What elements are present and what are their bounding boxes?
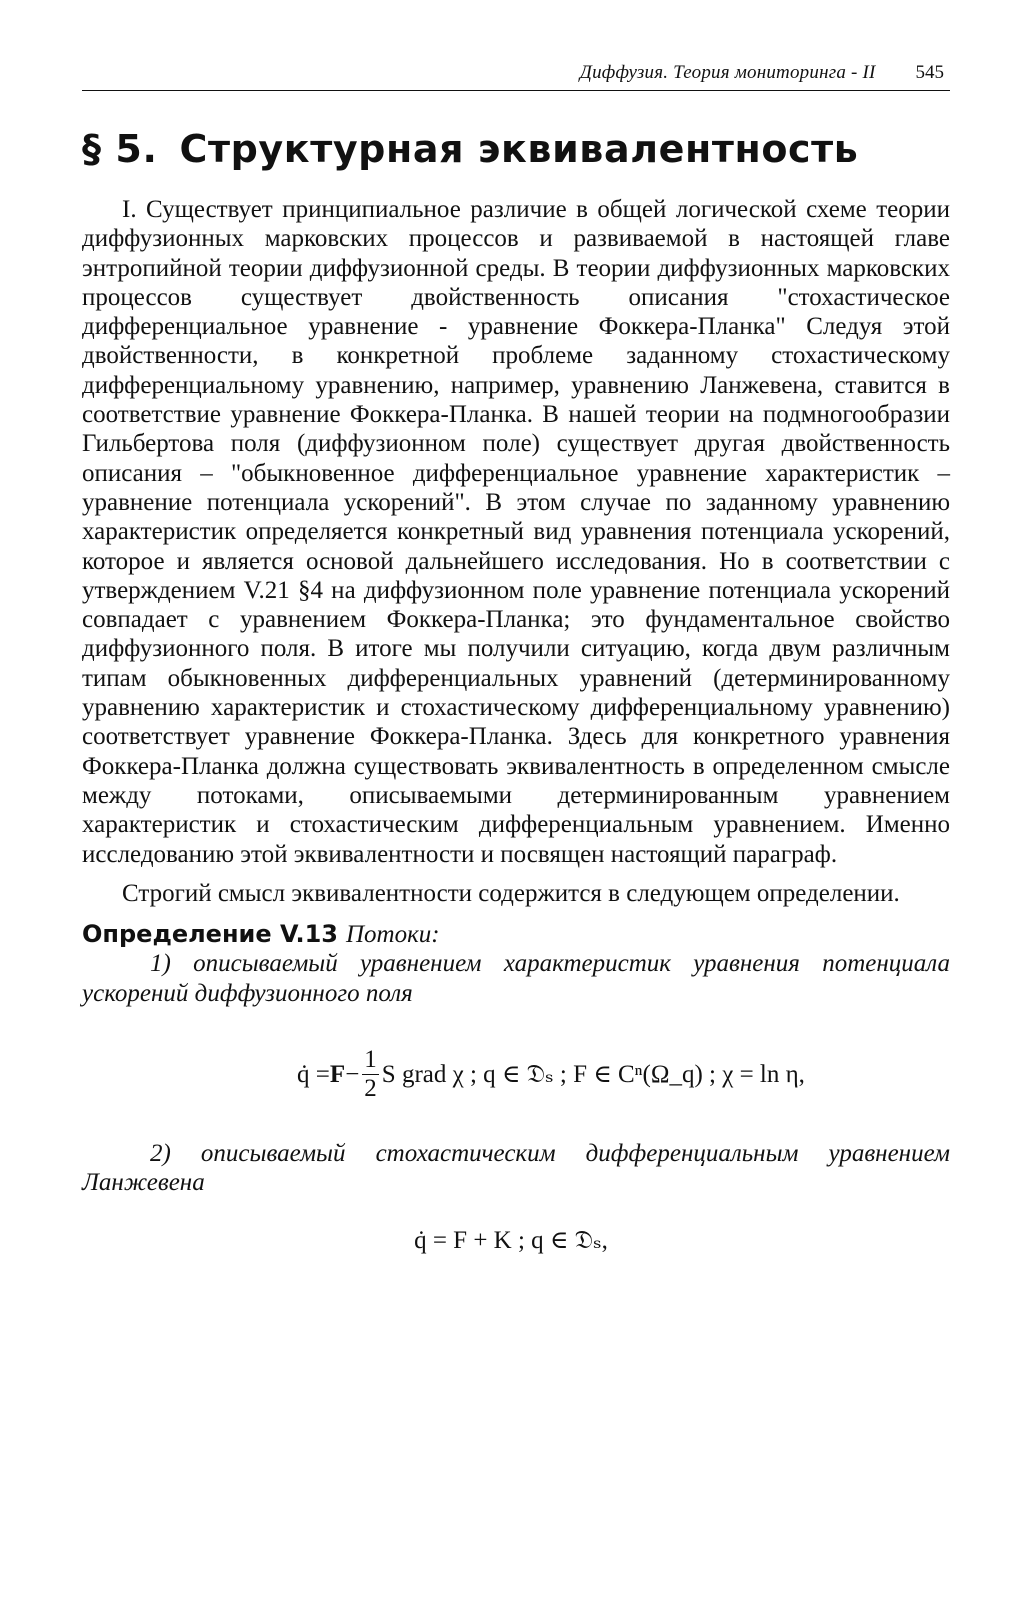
formula-langevin xyxy=(82,1226,950,1256)
page-number: 545 xyxy=(915,62,944,83)
section-number: § 5. xyxy=(82,127,158,171)
formula-1-F: F xyxy=(329,1060,346,1088)
formula-1-lhs: q̇ = xyxy=(297,1060,330,1088)
fraction-numerator: 1 xyxy=(364,1046,377,1074)
formula-1-fraction xyxy=(362,1046,379,1103)
definition-header xyxy=(82,920,950,949)
definition-block xyxy=(82,920,950,1008)
paragraph-2: Строгий смысл эквивалентности содержится в следующем определении. xyxy=(122,879,900,907)
definition-item-2: 2) описываемый стохастическим дифференциальным уравнением Ланжевена xyxy=(82,1140,950,1197)
running-title: Диффузия. Теория мониторинга - II xyxy=(579,62,876,83)
definition-label: Определение V.13 xyxy=(82,920,338,949)
formula-1-rest: S grad χ ; q ∈ 𝔇ₛ ; F ∈ Cⁿ(Ω_q) ; χ = ln η, xyxy=(381,1060,805,1088)
section-heading xyxy=(82,127,950,171)
definition-item-1: 1) описываемый уравнением характеристик уравнения потенциала ускорений диффузионного поля xyxy=(82,950,950,1007)
paragraph-1: I. Существует принципиальное различие в общей логической схеме теории диффузионных марковских процессов и развиваемой в настоящей главе энтропийной теории диффузионной среды. В теории диффузионных марковских процессов существует двойственность описания "стохастическое дифференциальное уравнение - уравнение Фоккера-Планка" Следуя этой двойственности, в конкретной проблеме заданному стохастическому дифференциальному уравнению, например, уравнению Ланжевена, ставится в соответствие уравнение Фоккера-Планка. В нашей теории на подмногообразии Гильбертова поля (диффузионном поле) существует другая двойственность описания – "обыкновенное дифференциальное уравнение характеристик – уравнение потенциала ускорений". В этом случае по заданному уравнению характеристик определяется конкретный вид уравнения потенциала ускорений, которое и является основой дальнейшего исследования. Но в соответствии с утверждением V.21 §4 на диффузионном поле уравнение потенциала ускорений совпадает с уравнением Фоккера-Планка; это фундаментальное свойство диффузионного поля. В итоге мы получили ситуацию, когда двум различным типам обыкновенных дифференциальных уравнений (детерминированному уравнению характеристик и стохастическому дифференциальному уравнению) соответствует уравнение Фоккера-Планка. Здесь для конкретного уравнения Фоккера-Планка должна существовать эквивалентность в определенном смысле между потоками, описываемыми детерминированным уравнением характеристик и стохастическим дифференциальным уравнением. Именно исследованию этой эквивалентности и посвящен настоящий параграф. xyxy=(82,196,950,868)
formula-1-minus: − xyxy=(345,1060,360,1088)
running-head xyxy=(82,62,950,91)
definition-title: Потоки: xyxy=(345,921,440,949)
definition-block-2 xyxy=(82,1139,950,1198)
section-title: Структурная эквивалентность xyxy=(179,127,859,171)
page xyxy=(82,62,950,1256)
formula-2-text: q̇ = F + K ; q ∈ 𝔇ₛ, xyxy=(414,1226,608,1254)
fraction-denominator: 2 xyxy=(364,1075,377,1103)
formula-characteristics xyxy=(82,1046,950,1103)
